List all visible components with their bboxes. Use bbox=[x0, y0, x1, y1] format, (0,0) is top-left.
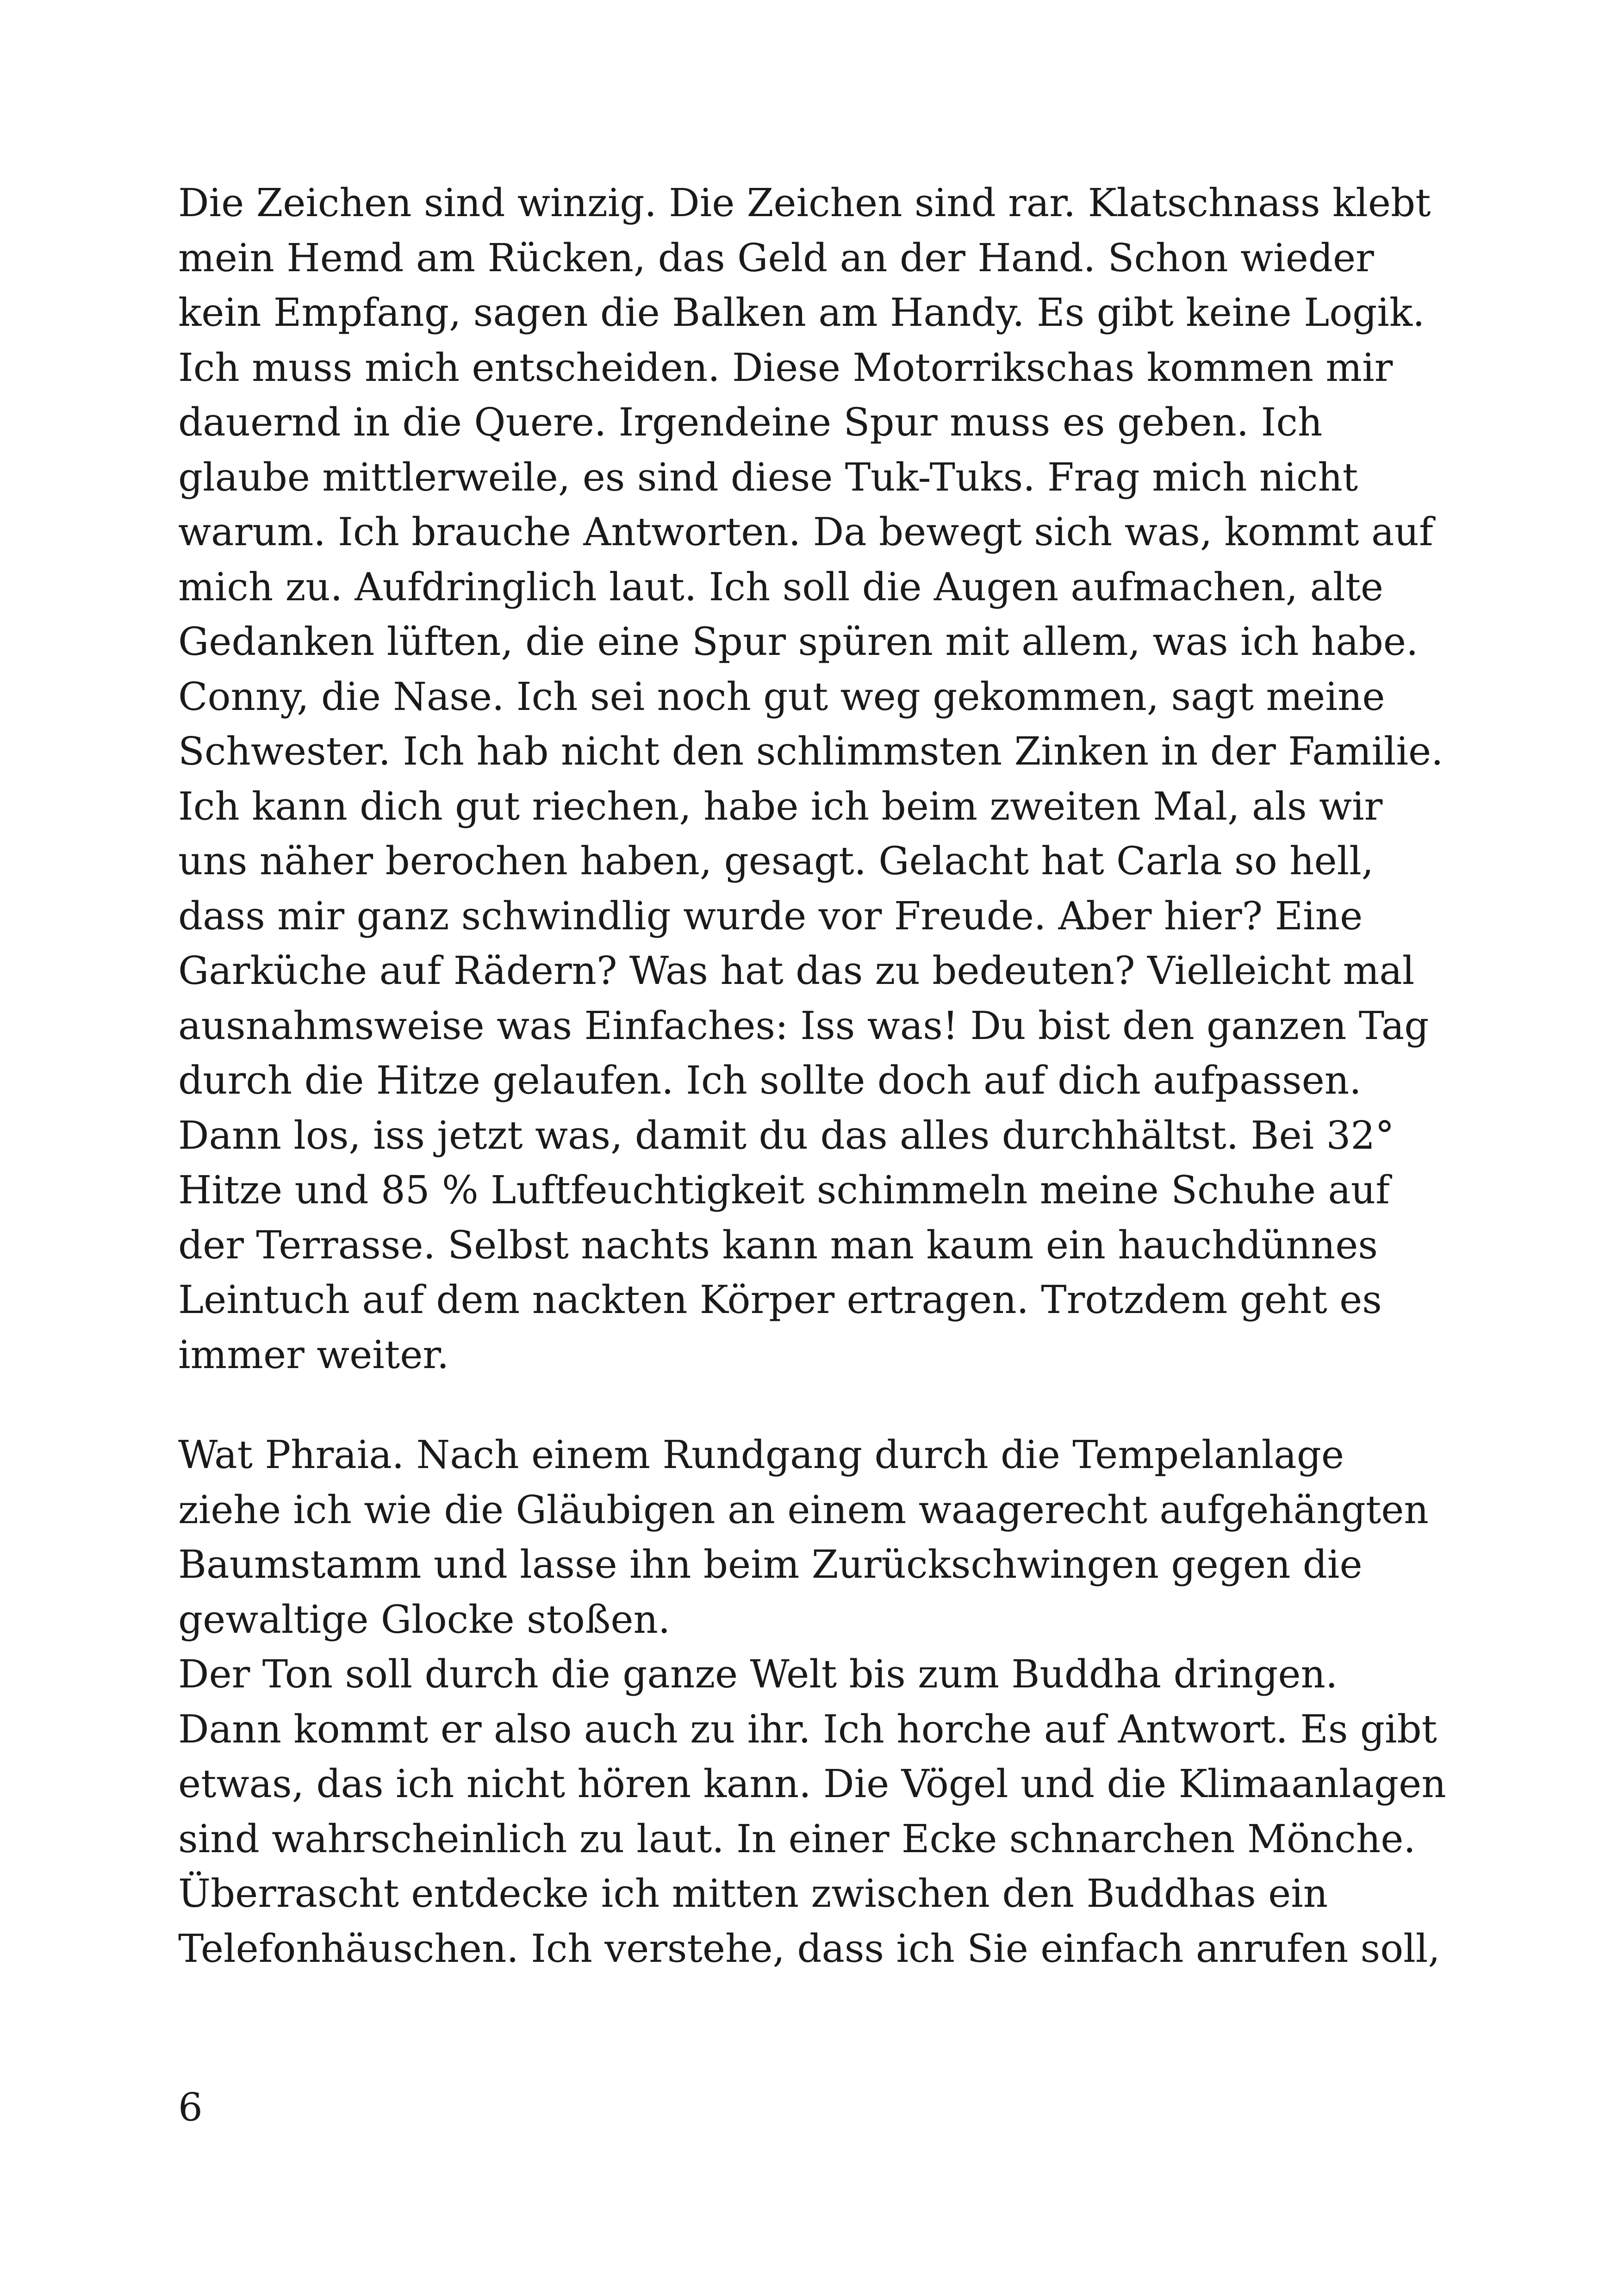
text-line: Dann los, iss jetzt was, damit du das alles durchhältst. Bei 32° bbox=[178, 1113, 1394, 1158]
text-line: durch die Hitze gelaufen. Ich sollte doch auf dich aufpassen. bbox=[178, 1058, 1362, 1103]
text-line: Schwester. Ich hab nicht den schlimmsten Zinken in der Familie. bbox=[178, 729, 1444, 774]
text-line: ziehe ich wie die Gläubigen an einem waagerecht aufgehängten bbox=[178, 1487, 1429, 1532]
text-line: gewaltige Glocke stoßen. bbox=[178, 1597, 671, 1642]
text-line: Hitze und 85 % Luftfeuchtigkeit schimmeln meine Schuhe auf bbox=[178, 1168, 1390, 1213]
text-line: Garküche auf Rädern? Was hat das zu bedeuten? Vielleicht mal bbox=[178, 948, 1415, 993]
text-line: kein Empfang, sagen die Balken am Handy. Es gibt keine Logik. bbox=[178, 290, 1425, 335]
text-line: Überrascht entdecke ich mitten zwischen den Buddhas ein bbox=[178, 1871, 1328, 1916]
text-line: warum. Ich brauche Antworten. Da bewegt sich was, kommt auf bbox=[178, 510, 1433, 554]
page-number: 6 bbox=[178, 2085, 203, 2130]
text-line: dauernd in die Quere. Irgendeine Spur muss es geben. Ich bbox=[178, 400, 1323, 445]
text-line: glaube mittlerweile, es sind diese Tuk-Tuks. Frag mich nicht bbox=[178, 454, 1358, 500]
text-line: mich zu. Aufdringlich laut. Ich soll die Augen aufmachen, alte bbox=[178, 564, 1384, 610]
paragraph-1 bbox=[178, 176, 1465, 1382]
text-line: Ich muss mich entscheiden. Diese Motorrikschas kommen mir bbox=[178, 345, 1393, 390]
text-line: Conny, die Nase. Ich sei noch gut weg gekommen, sagt meine bbox=[178, 674, 1385, 719]
text-line: Der Ton soll durch die ganze Welt bis zum Buddha dringen. bbox=[178, 1652, 1338, 1697]
text-line: Dann kommt er also auch zu ihr. Ich horche auf Antwort. Es gibt bbox=[178, 1706, 1438, 1752]
text-line: der Terrasse. Selbst nachts kann man kaum ein hauchdünnes bbox=[178, 1222, 1378, 1268]
text-line: mein Hemd am Rücken, das Geld an der Hand. Schon wieder bbox=[178, 235, 1374, 280]
text-line: Ich kann dich gut riechen, habe ich beim zweiten Mal, als wir bbox=[178, 784, 1383, 829]
text-line: ausnahmsweise was Einfaches: Iss was! Du bist den ganzen Tag bbox=[178, 1003, 1429, 1048]
text-line: Baumstamm und lasse ihn beim Zurückschwingen gegen die bbox=[178, 1542, 1363, 1587]
text-line: uns näher berochen haben, gesagt. Gelacht hat Carla so hell, bbox=[178, 839, 1374, 884]
text-line: Telefonhäuschen. Ich verstehe, dass ich Sie einfach anrufen soll, bbox=[178, 1926, 1440, 1971]
text-line: etwas, das ich nicht hören kann. Die Vögel und die Klimaanlagen bbox=[178, 1761, 1446, 1806]
text-line: Gedanken lüften, die eine Spur spüren mit allem, was ich habe. bbox=[178, 619, 1419, 664]
paragraph-2 bbox=[178, 1428, 1465, 1976]
text-line: Die Zeichen sind winzig. Die Zeichen sind rar. Klatschnass klebt bbox=[178, 180, 1431, 225]
text-line: immer weiter. bbox=[178, 1332, 449, 1377]
text-line: Wat Phraia. Nach einem Rundgang durch die Tempelanlage bbox=[178, 1432, 1344, 1477]
text-line: dass mir ganz schwindlig wurde vor Freude. Aber hier? Eine bbox=[178, 893, 1363, 939]
text-line: sind wahrscheinlich zu laut. In einer Ecke schnarchen Mönche. bbox=[178, 1816, 1416, 1861]
text-line: Leintuch auf dem nackten Körper ertragen. Trotzdem geht es bbox=[178, 1277, 1382, 1322]
